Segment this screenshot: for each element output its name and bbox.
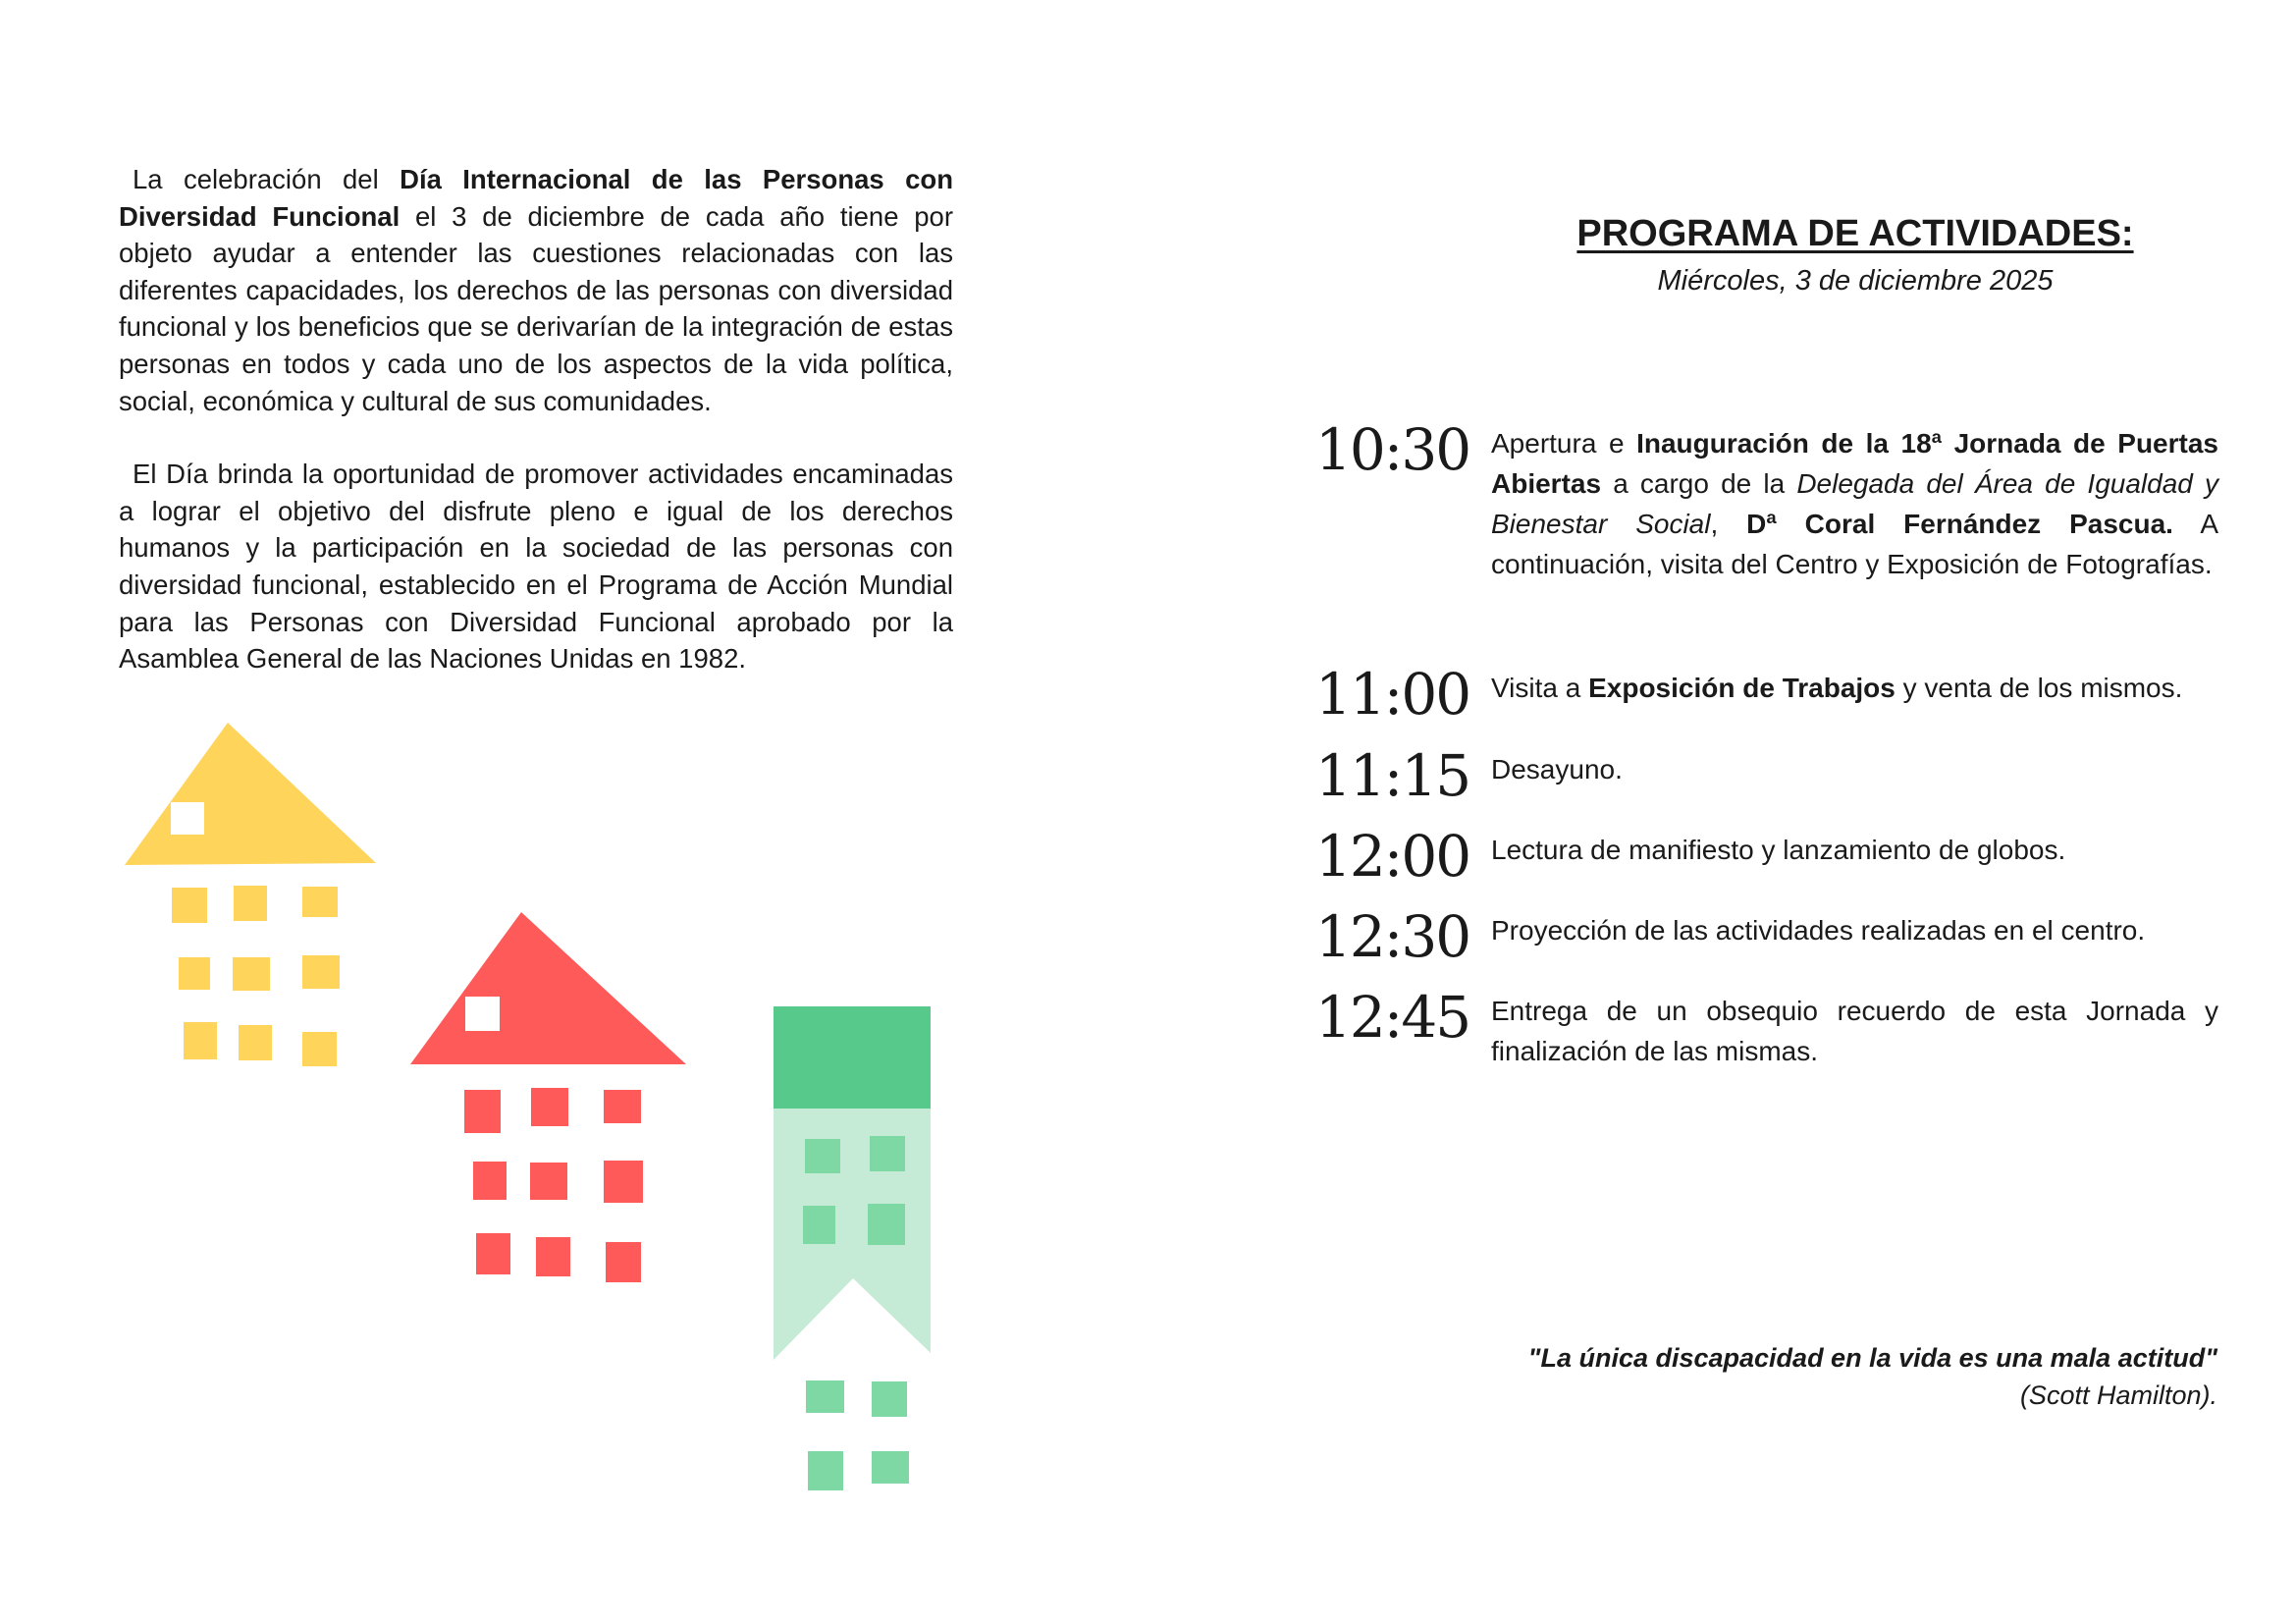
schedule-description: Proyección de las actividades realizadas en el centro.: [1491, 915, 2146, 946]
desc-part: Dª Coral Fernández Pascua.: [1746, 509, 2173, 539]
program-title-text: PROGRAMA DE ACTIVIDADES:: [1576, 213, 2134, 254]
schedule-time: 12:00: [1315, 823, 1470, 890]
schedule-description: Lectura de manifiesto y lanzamiento de globos.: [1491, 835, 2066, 865]
desc-part: ,: [1710, 509, 1747, 539]
schedule-time: 11:00: [1315, 661, 1470, 728]
schedule-time: 10:30: [1315, 416, 1470, 483]
green-house-icon: [774, 1006, 931, 1490]
intro-p1-pre: La celebración del: [133, 164, 400, 194]
desc-part: a cargo de la: [1601, 468, 1797, 499]
desc-part: A continuación, visita del Centro y Exposición de Fotografías.: [1491, 509, 2218, 579]
desc-part: Inauguración de la 18ª Jornada de Puertas Abiertas: [1491, 428, 2218, 499]
schedule-description: Desayuno.: [1491, 754, 1623, 784]
program-title: [1453, 208, 2258, 259]
desc-part: Apertura e: [1491, 428, 1637, 459]
quote: [1334, 1339, 2217, 1414]
houses-illustration: [0, 0, 982, 1571]
desc-part: y venta de los mismos.: [1895, 673, 2183, 703]
red-house-icon: [410, 912, 686, 1282]
schedule-description: Entrega de un obsequio recuerdo de esta Jornada y finalización de las mismas.: [1491, 996, 2218, 1066]
schedule-time: 12:30: [1315, 903, 1470, 970]
quote-author: (Scott Hamilton).: [2019, 1380, 2217, 1410]
intro-p1-bold: Día Internacional de las Personas con Diversidad Funcional: [119, 164, 953, 232]
desc-part: Visita a: [1491, 673, 1589, 703]
yellow-house-icon: [125, 723, 376, 1066]
desc-part: Exposición de Trabajos: [1588, 673, 1896, 703]
desc-part: Delegada del Área de Igualdad y Bienestar Social: [1491, 468, 2219, 539]
quote-text: "La única discapacidad en la vida es una mala actitud": [1527, 1343, 2217, 1373]
intro-paragraph-2: El Día brinda la oportunidad de promover actividades encaminadas a lograr el objetivo del disfrute pleno e igual de los derechos humanos y la participación en la sociedad de las personas con diversidad funcional, establecido en el Programa de Acción Mundial para las Personas con Diversidad Funcional aprobado por la Asamblea General de las Naciones Unidas en 1982.: [119, 459, 953, 675]
schedule-time: 12:45: [1315, 984, 1470, 1051]
intro-p1-post: el 3 de diciembre de cada año tiene por objeto ayudar a entender las cuestiones relacionadas con las diferentes capacidades, los derechos de las personas con diversidad funcional y los beneficios que se derivarían de la integración de estas personas en todos y cada uno de los aspectos de la vida política, social, económica y cultural de sus comunidades.: [119, 200, 953, 416]
program-date: Miércoles, 3 de diciembre 2025: [1657, 265, 2054, 297]
schedule-description: [1491, 668, 2218, 708]
schedule-description: [1491, 423, 2218, 584]
schedule-time: 11:15: [1315, 742, 1470, 809]
